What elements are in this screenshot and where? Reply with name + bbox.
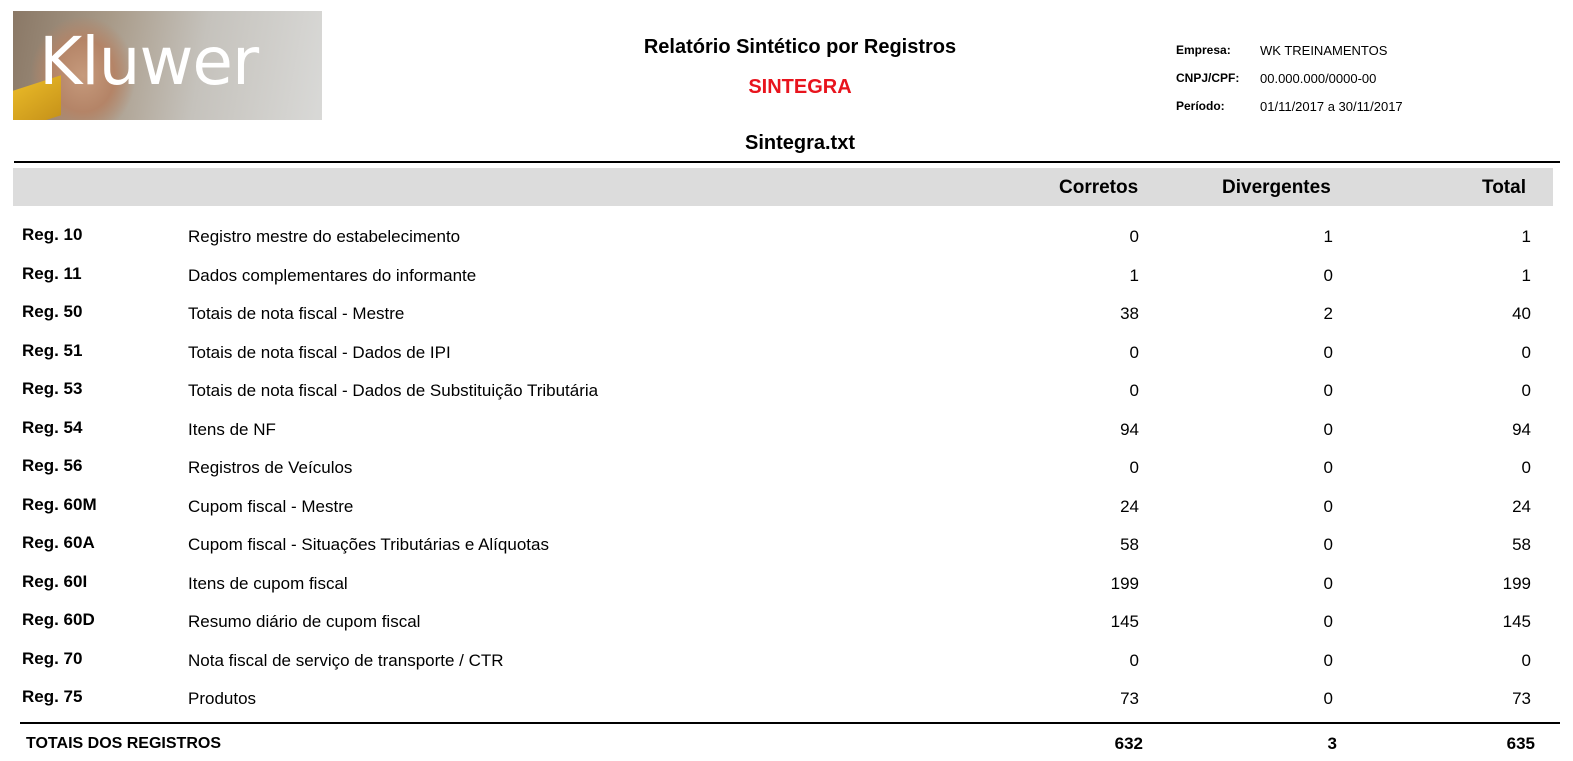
table-row (0, 450, 1573, 488)
row-corretos: 94 (1120, 419, 1139, 439)
row-code: Reg. 60D (22, 610, 95, 629)
row-code: Reg. 11 (22, 263, 82, 283)
report-subtitle: SINTEGRA (748, 76, 852, 98)
table-row (0, 643, 1573, 681)
row-description: Registro mestre do estabelecimento (188, 227, 461, 246)
row-code: Reg. 60A (22, 533, 95, 552)
row-divergentes: 2 (1323, 304, 1333, 323)
row-corretos: 0 (1129, 227, 1139, 246)
table-row (0, 489, 1573, 527)
row-corretos: 0 (1129, 342, 1139, 362)
totals-divergentes: 3 (1327, 734, 1337, 753)
col-header-divergentes: Divergentes (1222, 177, 1331, 198)
table-row (0, 373, 1573, 411)
row-total: 0 (1521, 458, 1531, 477)
row-corretos: 73 (1120, 689, 1139, 708)
table-row (0, 335, 1573, 373)
row-code: Reg. 70 (22, 648, 83, 668)
row-total: 58 (1512, 535, 1531, 554)
row-total: 0 (1521, 650, 1531, 670)
row-code: Reg. 54 (22, 417, 83, 437)
row-code: Reg. 51 (22, 340, 83, 360)
row-code: Reg. 60I (22, 571, 88, 591)
row-corretos: 0 (1129, 458, 1139, 477)
row-description: Cupom fiscal - Mestre (188, 496, 354, 516)
row-total: 24 (1512, 496, 1531, 516)
periodo-label: Período: (1176, 99, 1225, 113)
row-divergentes: 0 (1323, 650, 1333, 670)
row-total: 0 (1521, 381, 1531, 400)
row-description: Produtos (188, 689, 257, 708)
row-description: Totais de nota fiscal - Dados de IPI (188, 342, 451, 362)
table-row (0, 412, 1573, 450)
logo-text: Kluwer (39, 23, 259, 100)
row-code: Reg. 50 (22, 302, 83, 321)
empresa-label: Empresa: (1176, 43, 1231, 57)
row-description: Totais de nota fiscal - Mestre (188, 304, 405, 323)
row-code: Reg. 10 (22, 225, 83, 244)
row-divergentes: 0 (1323, 612, 1333, 631)
row-divergentes: 1 (1323, 227, 1333, 246)
row-description: Totais de nota fiscal - Dados de Substituição Tributária (188, 381, 599, 400)
kluwer-logo (13, 11, 322, 120)
row-divergentes: 0 (1323, 342, 1333, 362)
col-header-corretos: Corretos (1059, 177, 1139, 198)
row-corretos: 0 (1129, 381, 1139, 400)
row-divergentes: 0 (1323, 419, 1333, 439)
row-corretos: 145 (1110, 612, 1139, 631)
table-row (0, 296, 1573, 334)
periodo-value: 01/11/2017 a 30/11/2017 (1260, 98, 1403, 114)
cnpj-value: 00.000.000/0000-00 (1260, 70, 1377, 86)
row-description: Itens de NF (188, 419, 276, 439)
row-code: Reg. 75 (22, 687, 83, 706)
row-corretos: 38 (1120, 304, 1139, 323)
totals-row (0, 733, 1573, 759)
table-row (0, 219, 1573, 257)
row-corretos: 24 (1120, 496, 1139, 516)
row-divergentes: 0 (1323, 535, 1333, 554)
row-total: 94 (1512, 419, 1531, 439)
row-description: Cupom fiscal - Situações Tributárias e Alíquotas (188, 535, 549, 554)
row-description: Resumo diário de cupom fiscal (188, 612, 421, 631)
report-file-name: Sintegra.txt (744, 132, 856, 154)
totals-divider (20, 722, 1560, 724)
col-header-total: Total (1482, 177, 1526, 198)
row-divergentes: 0 (1323, 381, 1333, 400)
row-description: Dados complementares do informante (188, 265, 477, 285)
row-total: 145 (1502, 612, 1531, 631)
cnpj-row (1176, 64, 1403, 92)
empresa-row (1176, 36, 1403, 64)
table-row (0, 566, 1573, 604)
row-divergentes: 0 (1323, 573, 1333, 593)
row-total: 73 (1512, 689, 1531, 708)
table-row (0, 604, 1573, 642)
header-divider (14, 161, 1560, 163)
table-row (0, 258, 1573, 296)
row-total: 1 (1521, 227, 1531, 246)
row-description: Nota fiscal de serviço de transporte / CTR (188, 650, 504, 670)
periodo-row (1176, 92, 1403, 120)
company-info (1176, 36, 1403, 120)
row-code: Reg. 60M (22, 494, 97, 514)
row-total: 1 (1521, 265, 1531, 285)
row-divergentes: 0 (1323, 458, 1333, 477)
row-code: Reg. 56 (22, 456, 83, 475)
row-total: 199 (1502, 573, 1531, 593)
report-title: Relatório Sintético por Registros (643, 36, 957, 58)
row-code: Reg. 53 (22, 379, 83, 398)
table-row (0, 527, 1573, 565)
cnpj-label: CNPJ/CPF: (1176, 71, 1240, 85)
row-divergentes: 0 (1323, 265, 1333, 285)
row-description: Registros de Veículos (188, 458, 353, 477)
totals-total: 635 (1506, 734, 1535, 753)
row-corretos: 199 (1110, 573, 1139, 593)
row-total: 0 (1521, 342, 1531, 362)
row-corretos: 58 (1120, 535, 1139, 554)
row-corretos: 0 (1129, 650, 1139, 670)
totals-label: TOTAIS DOS REGISTROS (26, 735, 221, 752)
totals-corretos: 632 (1114, 734, 1143, 753)
row-corretos: 1 (1129, 265, 1139, 285)
row-divergentes: 0 (1323, 689, 1333, 708)
row-divergentes: 0 (1323, 496, 1333, 516)
table-row (0, 681, 1573, 719)
row-description: Itens de cupom fiscal (188, 573, 348, 593)
empresa-value: WK TREINAMENTOS (1260, 42, 1388, 58)
row-total: 40 (1512, 304, 1531, 323)
